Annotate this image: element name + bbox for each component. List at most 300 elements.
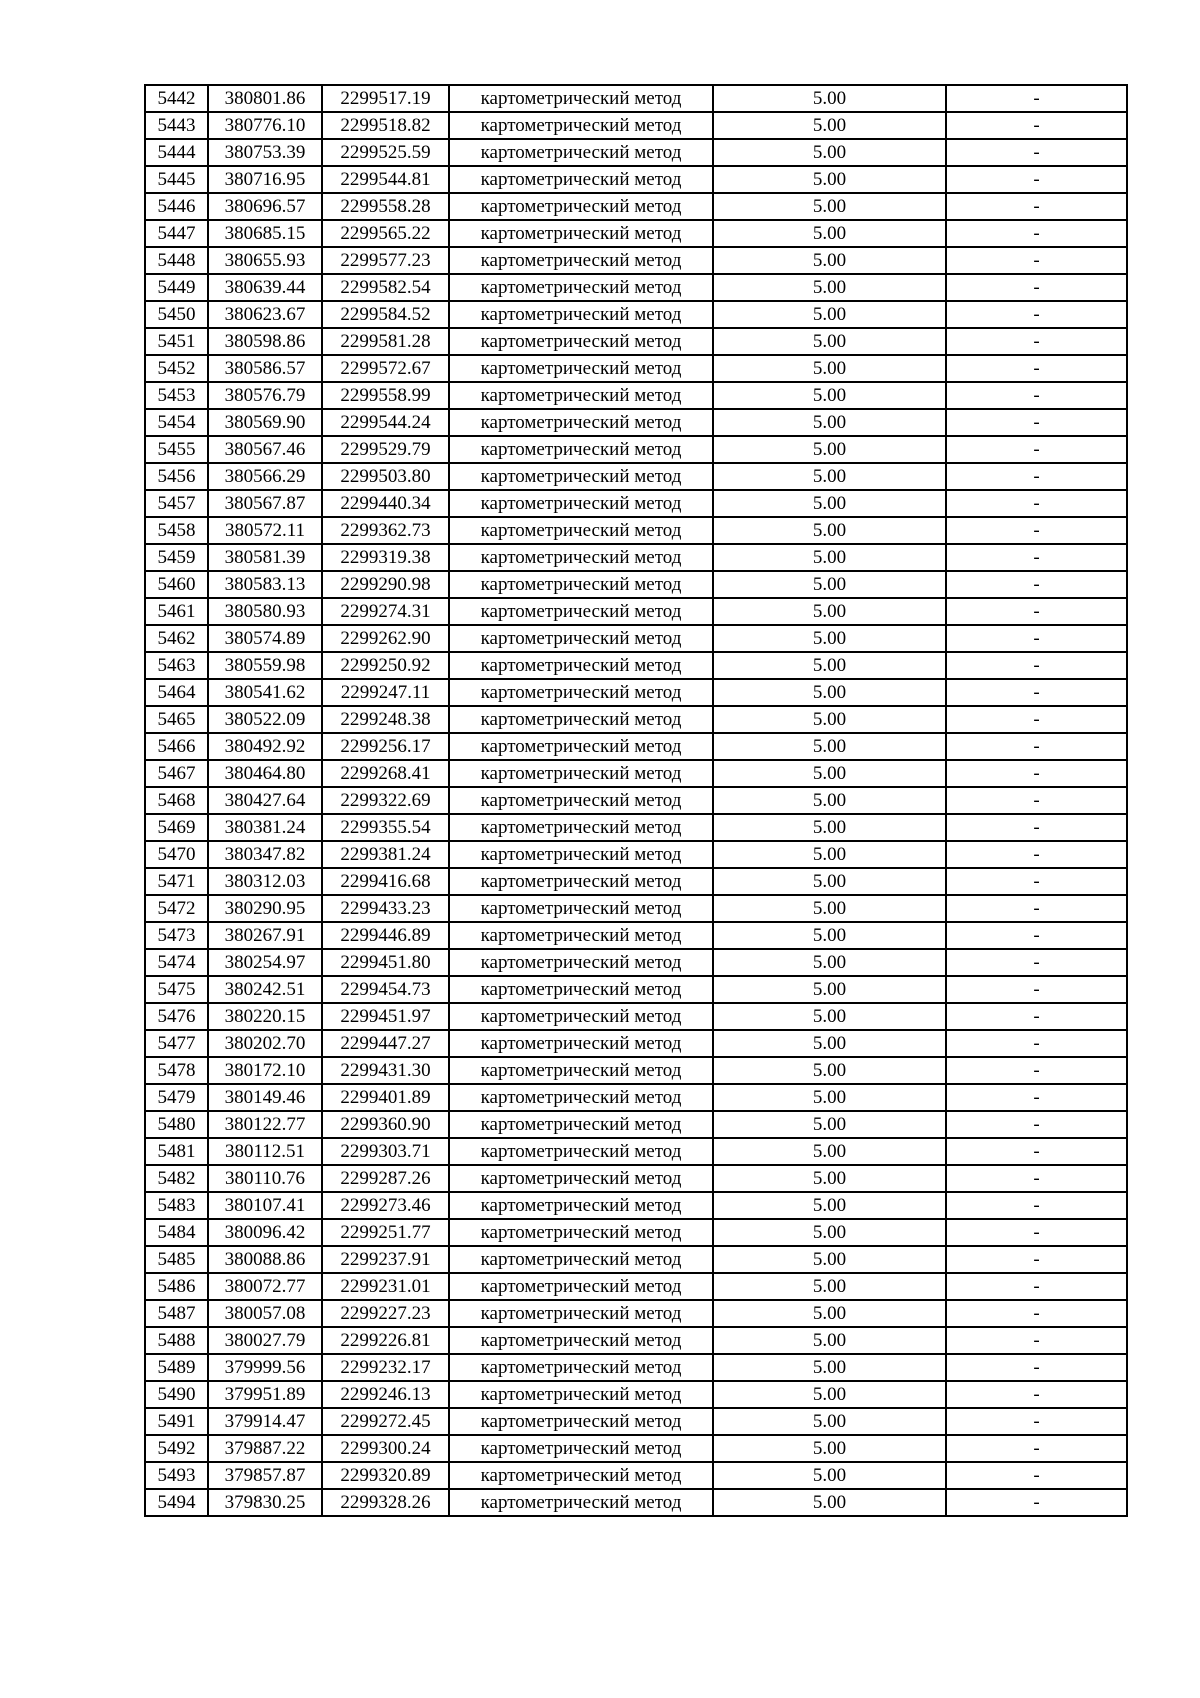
- y-coordinate-cell: 2299272.45: [322, 1408, 449, 1435]
- method-cell: картометрический метод: [449, 436, 713, 463]
- method-cell: картометрический метод: [449, 1138, 713, 1165]
- method-cell: картометрический метод: [449, 787, 713, 814]
- point-number-cell: 5465: [145, 706, 208, 733]
- method-cell: картометрический метод: [449, 166, 713, 193]
- accuracy-cell: 5.00: [713, 814, 946, 841]
- table-row: [145, 463, 1127, 490]
- description-cell: -: [946, 517, 1127, 544]
- description-cell: -: [946, 652, 1127, 679]
- description-cell: -: [946, 436, 1127, 463]
- y-coordinate-cell: 2299451.80: [322, 949, 449, 976]
- x-coordinate-cell: 380112.51: [208, 1138, 322, 1165]
- method-cell: картометрический метод: [449, 1489, 713, 1516]
- method-cell: картометрический метод: [449, 1030, 713, 1057]
- accuracy-cell: 5.00: [713, 706, 946, 733]
- x-coordinate-cell: 380220.15: [208, 1003, 322, 1030]
- y-coordinate-cell: 2299518.82: [322, 112, 449, 139]
- method-cell: картометрический метод: [449, 139, 713, 166]
- table-row: [145, 544, 1127, 571]
- accuracy-cell: 5.00: [713, 1165, 946, 1192]
- method-cell: картометрический метод: [449, 1192, 713, 1219]
- method-cell: картометрический метод: [449, 1273, 713, 1300]
- table-row: [145, 841, 1127, 868]
- description-cell: -: [946, 1381, 1127, 1408]
- method-cell: картометрический метод: [449, 1300, 713, 1327]
- description-cell: -: [946, 706, 1127, 733]
- description-cell: -: [946, 220, 1127, 247]
- x-coordinate-cell: 380107.41: [208, 1192, 322, 1219]
- table-row: [145, 112, 1127, 139]
- y-coordinate-cell: 2299251.77: [322, 1219, 449, 1246]
- method-cell: картометрический метод: [449, 220, 713, 247]
- y-coordinate-cell: 2299440.34: [322, 490, 449, 517]
- accuracy-cell: 5.00: [713, 139, 946, 166]
- accuracy-cell: 5.00: [713, 895, 946, 922]
- y-coordinate-cell: 2299401.89: [322, 1084, 449, 1111]
- table-row: [145, 733, 1127, 760]
- description-cell: -: [946, 1462, 1127, 1489]
- x-coordinate-cell: 380567.87: [208, 490, 322, 517]
- description-cell: -: [946, 598, 1127, 625]
- point-number-cell: 5475: [145, 976, 208, 1003]
- table-row: [145, 409, 1127, 436]
- x-coordinate-cell: 380776.10: [208, 112, 322, 139]
- method-cell: картометрический метод: [449, 247, 713, 274]
- x-coordinate-cell: 380027.79: [208, 1327, 322, 1354]
- y-coordinate-cell: 2299355.54: [322, 814, 449, 841]
- method-cell: картометрический метод: [449, 1246, 713, 1273]
- accuracy-cell: 5.00: [713, 868, 946, 895]
- accuracy-cell: 5.00: [713, 976, 946, 1003]
- accuracy-cell: 5.00: [713, 949, 946, 976]
- method-cell: картометрический метод: [449, 814, 713, 841]
- description-cell: -: [946, 1327, 1127, 1354]
- table-row: [145, 1489, 1127, 1516]
- table-row: [145, 598, 1127, 625]
- point-number-cell: 5444: [145, 139, 208, 166]
- x-coordinate-cell: 380623.67: [208, 301, 322, 328]
- description-cell: -: [946, 409, 1127, 436]
- table-row: [145, 490, 1127, 517]
- x-coordinate-cell: 380801.86: [208, 85, 322, 112]
- point-number-cell: 5453: [145, 382, 208, 409]
- y-coordinate-cell: 2299454.73: [322, 976, 449, 1003]
- point-number-cell: 5489: [145, 1354, 208, 1381]
- description-cell: -: [946, 949, 1127, 976]
- point-number-cell: 5479: [145, 1084, 208, 1111]
- y-coordinate-cell: 2299381.24: [322, 841, 449, 868]
- table-row: [145, 1138, 1127, 1165]
- table-row: [145, 787, 1127, 814]
- table-row: [145, 679, 1127, 706]
- table-row: [145, 1030, 1127, 1057]
- point-number-cell: 5484: [145, 1219, 208, 1246]
- x-coordinate-cell: 380566.29: [208, 463, 322, 490]
- accuracy-cell: 5.00: [713, 1084, 946, 1111]
- table-row: [145, 706, 1127, 733]
- accuracy-cell: 5.00: [713, 1300, 946, 1327]
- y-coordinate-cell: 2299572.67: [322, 355, 449, 382]
- point-number-cell: 5488: [145, 1327, 208, 1354]
- description-cell: -: [946, 490, 1127, 517]
- description-cell: -: [946, 1219, 1127, 1246]
- point-number-cell: 5483: [145, 1192, 208, 1219]
- accuracy-cell: 5.00: [713, 409, 946, 436]
- point-number-cell: 5490: [145, 1381, 208, 1408]
- method-cell: картометрический метод: [449, 1057, 713, 1084]
- x-coordinate-cell: 380096.42: [208, 1219, 322, 1246]
- table-row: [145, 868, 1127, 895]
- accuracy-cell: 5.00: [713, 328, 946, 355]
- x-coordinate-cell: 380580.93: [208, 598, 322, 625]
- y-coordinate-cell: 2299250.92: [322, 652, 449, 679]
- point-number-cell: 5485: [145, 1246, 208, 1273]
- method-cell: картометрический метод: [449, 463, 713, 490]
- description-cell: -: [946, 571, 1127, 598]
- table-row: [145, 166, 1127, 193]
- description-cell: -: [946, 787, 1127, 814]
- table-row: [145, 1381, 1127, 1408]
- description-cell: -: [946, 112, 1127, 139]
- table-row: [145, 922, 1127, 949]
- method-cell: картометрический метод: [449, 328, 713, 355]
- method-cell: картометрический метод: [449, 1381, 713, 1408]
- y-coordinate-cell: 2299232.17: [322, 1354, 449, 1381]
- table-row: [145, 328, 1127, 355]
- method-cell: картометрический метод: [449, 1003, 713, 1030]
- description-cell: -: [946, 1273, 1127, 1300]
- table-row: [145, 895, 1127, 922]
- y-coordinate-cell: 2299558.28: [322, 193, 449, 220]
- description-cell: -: [946, 1084, 1127, 1111]
- description-cell: -: [946, 193, 1127, 220]
- method-cell: картометрический метод: [449, 571, 713, 598]
- table-row: [145, 1111, 1127, 1138]
- point-number-cell: 5487: [145, 1300, 208, 1327]
- x-coordinate-cell: 380655.93: [208, 247, 322, 274]
- point-number-cell: 5481: [145, 1138, 208, 1165]
- description-cell: -: [946, 814, 1127, 841]
- x-coordinate-cell: 380569.90: [208, 409, 322, 436]
- method-cell: картометрический метод: [449, 706, 713, 733]
- x-coordinate-cell: 380522.09: [208, 706, 322, 733]
- point-number-cell: 5455: [145, 436, 208, 463]
- point-number-cell: 5482: [145, 1165, 208, 1192]
- y-coordinate-cell: 2299525.59: [322, 139, 449, 166]
- accuracy-cell: 5.00: [713, 1192, 946, 1219]
- x-coordinate-cell: 380574.89: [208, 625, 322, 652]
- method-cell: картометрический метод: [449, 1219, 713, 1246]
- x-coordinate-cell: 380586.57: [208, 355, 322, 382]
- method-cell: картометрический метод: [449, 1327, 713, 1354]
- y-coordinate-cell: 2299584.52: [322, 301, 449, 328]
- point-number-cell: 5476: [145, 1003, 208, 1030]
- point-number-cell: 5474: [145, 949, 208, 976]
- y-coordinate-cell: 2299322.69: [322, 787, 449, 814]
- description-cell: -: [946, 1165, 1127, 1192]
- point-number-cell: 5480: [145, 1111, 208, 1138]
- point-number-cell: 5469: [145, 814, 208, 841]
- description-cell: -: [946, 733, 1127, 760]
- method-cell: картометрический метод: [449, 841, 713, 868]
- description-cell: -: [946, 1003, 1127, 1030]
- description-cell: -: [946, 1138, 1127, 1165]
- x-coordinate-cell: 379914.47: [208, 1408, 322, 1435]
- accuracy-cell: 5.00: [713, 544, 946, 571]
- point-number-cell: 5466: [145, 733, 208, 760]
- description-cell: -: [946, 1030, 1127, 1057]
- point-number-cell: 5442: [145, 85, 208, 112]
- point-number-cell: 5443: [145, 112, 208, 139]
- y-coordinate-cell: 2299544.24: [322, 409, 449, 436]
- description-cell: -: [946, 301, 1127, 328]
- table-row: [145, 193, 1127, 220]
- accuracy-cell: 5.00: [713, 922, 946, 949]
- x-coordinate-cell: 380110.76: [208, 1165, 322, 1192]
- point-number-cell: 5454: [145, 409, 208, 436]
- method-cell: картометрический метод: [449, 652, 713, 679]
- point-number-cell: 5449: [145, 274, 208, 301]
- x-coordinate-cell: 380581.39: [208, 544, 322, 571]
- description-cell: -: [946, 868, 1127, 895]
- point-number-cell: 5459: [145, 544, 208, 571]
- description-cell: -: [946, 1408, 1127, 1435]
- y-coordinate-cell: 2299290.98: [322, 571, 449, 598]
- method-cell: картометрический метод: [449, 517, 713, 544]
- point-number-cell: 5472: [145, 895, 208, 922]
- table-row: [145, 1057, 1127, 1084]
- x-coordinate-cell: 380464.80: [208, 760, 322, 787]
- y-coordinate-cell: 2299246.13: [322, 1381, 449, 1408]
- y-coordinate-cell: 2299248.38: [322, 706, 449, 733]
- accuracy-cell: 5.00: [713, 193, 946, 220]
- table-row: [145, 1192, 1127, 1219]
- y-coordinate-cell: 2299565.22: [322, 220, 449, 247]
- point-number-cell: 5473: [145, 922, 208, 949]
- table-row: [145, 436, 1127, 463]
- x-coordinate-cell: 379887.22: [208, 1435, 322, 1462]
- description-cell: -: [946, 922, 1127, 949]
- method-cell: картометрический метод: [449, 895, 713, 922]
- table-row: [145, 382, 1127, 409]
- y-coordinate-cell: 2299303.71: [322, 1138, 449, 1165]
- y-coordinate-cell: 2299227.23: [322, 1300, 449, 1327]
- accuracy-cell: 5.00: [713, 436, 946, 463]
- method-cell: картометрический метод: [449, 1354, 713, 1381]
- method-cell: картометрический метод: [449, 409, 713, 436]
- description-cell: -: [946, 274, 1127, 301]
- table-row: [145, 1219, 1127, 1246]
- x-coordinate-cell: 380290.95: [208, 895, 322, 922]
- y-coordinate-cell: 2299319.38: [322, 544, 449, 571]
- description-cell: -: [946, 1192, 1127, 1219]
- accuracy-cell: 5.00: [713, 652, 946, 679]
- table-row: [145, 274, 1127, 301]
- description-cell: -: [946, 976, 1127, 1003]
- x-coordinate-cell: 380492.92: [208, 733, 322, 760]
- x-coordinate-cell: 380639.44: [208, 274, 322, 301]
- coordinates-table-body: [145, 85, 1127, 1516]
- x-coordinate-cell: 380685.15: [208, 220, 322, 247]
- y-coordinate-cell: 2299577.23: [322, 247, 449, 274]
- method-cell: картометрический метод: [449, 679, 713, 706]
- method-cell: картометрический метод: [449, 1435, 713, 1462]
- table-row: [145, 1462, 1127, 1489]
- method-cell: картометрический метод: [449, 1408, 713, 1435]
- point-number-cell: 5470: [145, 841, 208, 868]
- y-coordinate-cell: 2299581.28: [322, 328, 449, 355]
- description-cell: -: [946, 625, 1127, 652]
- y-coordinate-cell: 2299237.91: [322, 1246, 449, 1273]
- table-row: [145, 301, 1127, 328]
- x-coordinate-cell: 379857.87: [208, 1462, 322, 1489]
- table-row: [145, 652, 1127, 679]
- accuracy-cell: 5.00: [713, 1138, 946, 1165]
- method-cell: картометрический метод: [449, 733, 713, 760]
- y-coordinate-cell: 2299529.79: [322, 436, 449, 463]
- description-cell: -: [946, 247, 1127, 274]
- description-cell: -: [946, 166, 1127, 193]
- x-coordinate-cell: 380381.24: [208, 814, 322, 841]
- x-coordinate-cell: 380753.39: [208, 139, 322, 166]
- y-coordinate-cell: 2299451.97: [322, 1003, 449, 1030]
- x-coordinate-cell: 380567.46: [208, 436, 322, 463]
- x-coordinate-cell: 380202.70: [208, 1030, 322, 1057]
- x-coordinate-cell: 380088.86: [208, 1246, 322, 1273]
- x-coordinate-cell: 379830.25: [208, 1489, 322, 1516]
- y-coordinate-cell: 2299268.41: [322, 760, 449, 787]
- accuracy-cell: 5.00: [713, 220, 946, 247]
- y-coordinate-cell: 2299433.23: [322, 895, 449, 922]
- x-coordinate-cell: 380583.13: [208, 571, 322, 598]
- y-coordinate-cell: 2299328.26: [322, 1489, 449, 1516]
- method-cell: картометрический метод: [449, 382, 713, 409]
- accuracy-cell: 5.00: [713, 760, 946, 787]
- description-cell: -: [946, 85, 1127, 112]
- y-coordinate-cell: 2299447.27: [322, 1030, 449, 1057]
- description-cell: -: [946, 1354, 1127, 1381]
- x-coordinate-cell: 380598.86: [208, 328, 322, 355]
- table-row: [145, 1327, 1127, 1354]
- point-number-cell: 5446: [145, 193, 208, 220]
- y-coordinate-cell: 2299360.90: [322, 1111, 449, 1138]
- point-number-cell: 5460: [145, 571, 208, 598]
- x-coordinate-cell: 380427.64: [208, 787, 322, 814]
- table-row: [145, 976, 1127, 1003]
- y-coordinate-cell: 2299273.46: [322, 1192, 449, 1219]
- method-cell: картометрический метод: [449, 490, 713, 517]
- description-cell: -: [946, 1435, 1127, 1462]
- accuracy-cell: 5.00: [713, 571, 946, 598]
- method-cell: картометрический метод: [449, 193, 713, 220]
- accuracy-cell: 5.00: [713, 355, 946, 382]
- y-coordinate-cell: 2299287.26: [322, 1165, 449, 1192]
- x-coordinate-cell: 379999.56: [208, 1354, 322, 1381]
- accuracy-cell: 5.00: [713, 112, 946, 139]
- table-row: [145, 1084, 1127, 1111]
- table-row: [145, 1246, 1127, 1273]
- table-row: [145, 1435, 1127, 1462]
- x-coordinate-cell: 380347.82: [208, 841, 322, 868]
- accuracy-cell: 5.00: [713, 85, 946, 112]
- y-coordinate-cell: 2299320.89: [322, 1462, 449, 1489]
- x-coordinate-cell: 380716.95: [208, 166, 322, 193]
- accuracy-cell: 5.00: [713, 733, 946, 760]
- accuracy-cell: 5.00: [713, 787, 946, 814]
- method-cell: картометрический метод: [449, 544, 713, 571]
- y-coordinate-cell: 2299226.81: [322, 1327, 449, 1354]
- y-coordinate-cell: 2299431.30: [322, 1057, 449, 1084]
- method-cell: картометрический метод: [449, 598, 713, 625]
- description-cell: -: [946, 679, 1127, 706]
- accuracy-cell: 5.00: [713, 490, 946, 517]
- x-coordinate-cell: 380541.62: [208, 679, 322, 706]
- description-cell: -: [946, 139, 1127, 166]
- table-row: [145, 1408, 1127, 1435]
- y-coordinate-cell: 2299416.68: [322, 868, 449, 895]
- method-cell: картометрический метод: [449, 1165, 713, 1192]
- y-coordinate-cell: 2299262.90: [322, 625, 449, 652]
- method-cell: картометрический метод: [449, 1111, 713, 1138]
- accuracy-cell: 5.00: [713, 1489, 946, 1516]
- x-coordinate-cell: 380122.77: [208, 1111, 322, 1138]
- table-row: [145, 1273, 1127, 1300]
- table-row: [145, 1165, 1127, 1192]
- y-coordinate-cell: 2299362.73: [322, 517, 449, 544]
- point-number-cell: 5468: [145, 787, 208, 814]
- point-number-cell: 5463: [145, 652, 208, 679]
- method-cell: картометрический метод: [449, 85, 713, 112]
- method-cell: картометрический метод: [449, 355, 713, 382]
- point-number-cell: 5493: [145, 1462, 208, 1489]
- description-cell: -: [946, 355, 1127, 382]
- y-coordinate-cell: 2299274.31: [322, 598, 449, 625]
- y-coordinate-cell: 2299503.80: [322, 463, 449, 490]
- accuracy-cell: 5.00: [713, 274, 946, 301]
- x-coordinate-cell: 379951.89: [208, 1381, 322, 1408]
- point-number-cell: 5477: [145, 1030, 208, 1057]
- method-cell: картометрический метод: [449, 274, 713, 301]
- x-coordinate-cell: 380312.03: [208, 868, 322, 895]
- x-coordinate-cell: 380254.97: [208, 949, 322, 976]
- x-coordinate-cell: 380072.77: [208, 1273, 322, 1300]
- x-coordinate-cell: 380149.46: [208, 1084, 322, 1111]
- description-cell: -: [946, 463, 1127, 490]
- point-number-cell: 5456: [145, 463, 208, 490]
- point-number-cell: 5450: [145, 301, 208, 328]
- point-number-cell: 5478: [145, 1057, 208, 1084]
- description-cell: -: [946, 1489, 1127, 1516]
- accuracy-cell: 5.00: [713, 1381, 946, 1408]
- x-coordinate-cell: 380696.57: [208, 193, 322, 220]
- accuracy-cell: 5.00: [713, 841, 946, 868]
- method-cell: картометрический метод: [449, 1462, 713, 1489]
- method-cell: картометрический метод: [449, 301, 713, 328]
- table-row: [145, 355, 1127, 382]
- accuracy-cell: 5.00: [713, 247, 946, 274]
- accuracy-cell: 5.00: [713, 1057, 946, 1084]
- point-number-cell: 5464: [145, 679, 208, 706]
- table-row: [145, 85, 1127, 112]
- accuracy-cell: 5.00: [713, 1435, 946, 1462]
- description-cell: -: [946, 1300, 1127, 1327]
- method-cell: картометрический метод: [449, 625, 713, 652]
- x-coordinate-cell: 380242.51: [208, 976, 322, 1003]
- point-number-cell: 5445: [145, 166, 208, 193]
- description-cell: -: [946, 1111, 1127, 1138]
- y-coordinate-cell: 2299256.17: [322, 733, 449, 760]
- accuracy-cell: 5.00: [713, 517, 946, 544]
